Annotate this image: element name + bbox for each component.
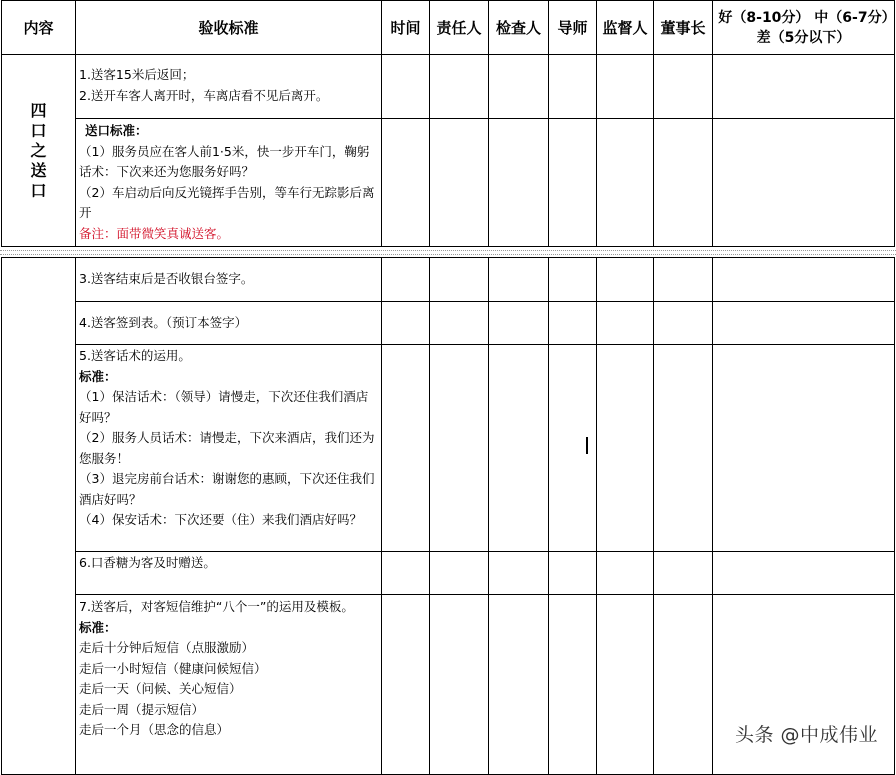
empty-cell[interactable] bbox=[597, 119, 654, 247]
empty-cell[interactable] bbox=[597, 302, 654, 345]
standard-paragraph: （3）退完房前台话术：谢谢您的惠顾，下次还住我们酒店好吗？ bbox=[79, 471, 375, 507]
standard-paragraph: （4）保安话术：下次还要（住）来我们酒店好吗？ bbox=[79, 512, 362, 527]
standard-paragraph: （1）保洁话术：（领导）请慢走，下次还住我们酒店好吗？ bbox=[79, 389, 369, 425]
standard-title: 标准： bbox=[79, 619, 117, 635]
standard-cell bbox=[76, 55, 382, 119]
section-char: 口 bbox=[30, 120, 47, 140]
empty-cell[interactable] bbox=[489, 258, 549, 302]
table-row bbox=[2, 345, 895, 552]
empty-cell[interactable] bbox=[597, 258, 654, 302]
empty-cell[interactable] bbox=[713, 302, 895, 345]
empty-cell[interactable] bbox=[713, 345, 895, 552]
empty-cell[interactable] bbox=[430, 302, 489, 345]
header-chairman: 董事长 bbox=[654, 1, 713, 55]
empty-cell[interactable] bbox=[549, 552, 597, 595]
header-supervisor: 监督人 bbox=[597, 1, 654, 55]
header-grading: 好（8-10分） 中（6-7分）差（5分以下） bbox=[713, 1, 895, 55]
empty-cell[interactable] bbox=[713, 55, 895, 119]
empty-cell[interactable] bbox=[382, 345, 430, 552]
empty-cell[interactable] bbox=[654, 552, 713, 595]
empty-cell[interactable] bbox=[489, 55, 549, 119]
empty-cell[interactable] bbox=[382, 595, 430, 775]
empty-cell[interactable] bbox=[489, 552, 549, 595]
section-continuation-cell bbox=[2, 258, 76, 775]
empty-cell[interactable] bbox=[713, 119, 895, 247]
table-row bbox=[2, 119, 895, 247]
empty-cell[interactable] bbox=[430, 552, 489, 595]
watermark: 头条 @中成伟业 bbox=[734, 724, 878, 746]
standard-cell: 3.送客结束后是否收银台签字。 bbox=[76, 258, 382, 302]
section-char: 送 bbox=[30, 160, 47, 180]
empty-cell[interactable] bbox=[382, 55, 430, 119]
empty-cell[interactable] bbox=[430, 55, 489, 119]
standard-cell: 6.口香糖为客及时赠送。 bbox=[76, 552, 382, 595]
standard-paragraph: （2）服务人员话术：请慢走，下次来酒店，我们还为您服务！ bbox=[79, 430, 375, 466]
page-break-line bbox=[0, 250, 896, 251]
table-row bbox=[2, 552, 895, 595]
empty-cell[interactable] bbox=[430, 595, 489, 775]
acceptance-table-bottom bbox=[1, 257, 895, 775]
empty-cell[interactable] bbox=[654, 55, 713, 119]
table-row bbox=[2, 302, 895, 345]
empty-cell[interactable] bbox=[382, 302, 430, 345]
standard-intro: 5.送客话术的运用。 bbox=[79, 348, 191, 363]
standard-line: 走后一小时短信（健康问候短信） bbox=[79, 660, 267, 676]
standard-cell: 4.送客签到表。（预订本签字） bbox=[76, 302, 382, 345]
acceptance-table-top bbox=[1, 0, 895, 247]
empty-cell[interactable] bbox=[713, 552, 895, 595]
standard-cell bbox=[76, 119, 382, 247]
empty-cell[interactable] bbox=[654, 595, 713, 775]
empty-cell[interactable] bbox=[382, 552, 430, 595]
empty-cell[interactable] bbox=[489, 119, 549, 247]
empty-cell[interactable] bbox=[430, 258, 489, 302]
section-char: 之 bbox=[30, 140, 47, 160]
empty-cell[interactable] bbox=[654, 119, 713, 247]
standard-cell bbox=[76, 345, 382, 552]
empty-cell[interactable] bbox=[654, 345, 713, 552]
standard-note: 备注：面带微笑真诚送客。 bbox=[79, 225, 230, 241]
empty-cell[interactable] bbox=[713, 258, 895, 302]
empty-cell[interactable] bbox=[549, 119, 597, 247]
empty-cell[interactable] bbox=[549, 258, 597, 302]
header-content: 内容 bbox=[2, 1, 76, 55]
table-row bbox=[2, 258, 895, 302]
standard-line: 走后一个月（思念的信息） bbox=[79, 722, 230, 737]
empty-cell[interactable] bbox=[549, 302, 597, 345]
empty-cell[interactable] bbox=[382, 119, 430, 247]
standard-intro: 7.送客后，对客短信维护“八个一”的运用及模板。 bbox=[79, 599, 354, 614]
empty-cell[interactable] bbox=[597, 55, 654, 119]
table-row bbox=[2, 595, 895, 775]
empty-cell[interactable] bbox=[549, 595, 597, 775]
standard-paragraph: （2）车启动后向反光镜挥手告别，等车行无踪影后离开 bbox=[79, 184, 375, 220]
standard-title: 送口标准： bbox=[85, 123, 148, 138]
page-break-line bbox=[0, 254, 896, 255]
section-title-cell bbox=[2, 55, 76, 247]
header-standard: 验收标准 bbox=[76, 1, 382, 55]
text-cursor bbox=[586, 437, 588, 454]
header-mentor: 导师 bbox=[549, 1, 597, 55]
empty-cell[interactable] bbox=[549, 55, 597, 119]
header-row bbox=[2, 1, 895, 55]
section-char: 口 bbox=[30, 180, 47, 200]
empty-cell[interactable] bbox=[597, 552, 654, 595]
standard-line: 2.送开车客人离开时，车离店看不见后离开。 bbox=[79, 87, 329, 103]
standard-line: 1.送客15米后返回； bbox=[79, 67, 195, 82]
table-row bbox=[2, 55, 895, 119]
standard-paragraph: （1）服务员应在客人前1·5米，快一步开车门，鞠躬话术：下次来还为您服务好吗？ bbox=[79, 143, 370, 179]
standard-line: 走后一天（问候、关心短信） bbox=[79, 681, 242, 696]
empty-cell[interactable] bbox=[549, 345, 597, 552]
header-inspector: 检查人 bbox=[489, 1, 549, 55]
standard-cell bbox=[76, 595, 382, 775]
empty-cell[interactable] bbox=[430, 345, 489, 552]
header-time: 时间 bbox=[382, 1, 430, 55]
empty-cell[interactable] bbox=[489, 595, 549, 775]
empty-cell[interactable] bbox=[489, 345, 549, 552]
empty-cell[interactable] bbox=[382, 258, 430, 302]
empty-cell[interactable] bbox=[654, 302, 713, 345]
empty-cell[interactable] bbox=[597, 595, 654, 775]
empty-cell[interactable] bbox=[654, 258, 713, 302]
standard-line: 走后一周（提示短信） bbox=[79, 701, 205, 717]
empty-cell[interactable] bbox=[489, 302, 549, 345]
empty-cell[interactable] bbox=[713, 595, 895, 775]
section-char: 四 bbox=[30, 100, 47, 120]
standard-line: 走后十分钟后短信（点服激励） bbox=[79, 640, 255, 655]
empty-cell[interactable] bbox=[597, 345, 654, 552]
empty-cell[interactable] bbox=[430, 119, 489, 247]
standard-title: 标准： bbox=[79, 368, 117, 384]
header-responsible: 责任人 bbox=[430, 1, 489, 55]
